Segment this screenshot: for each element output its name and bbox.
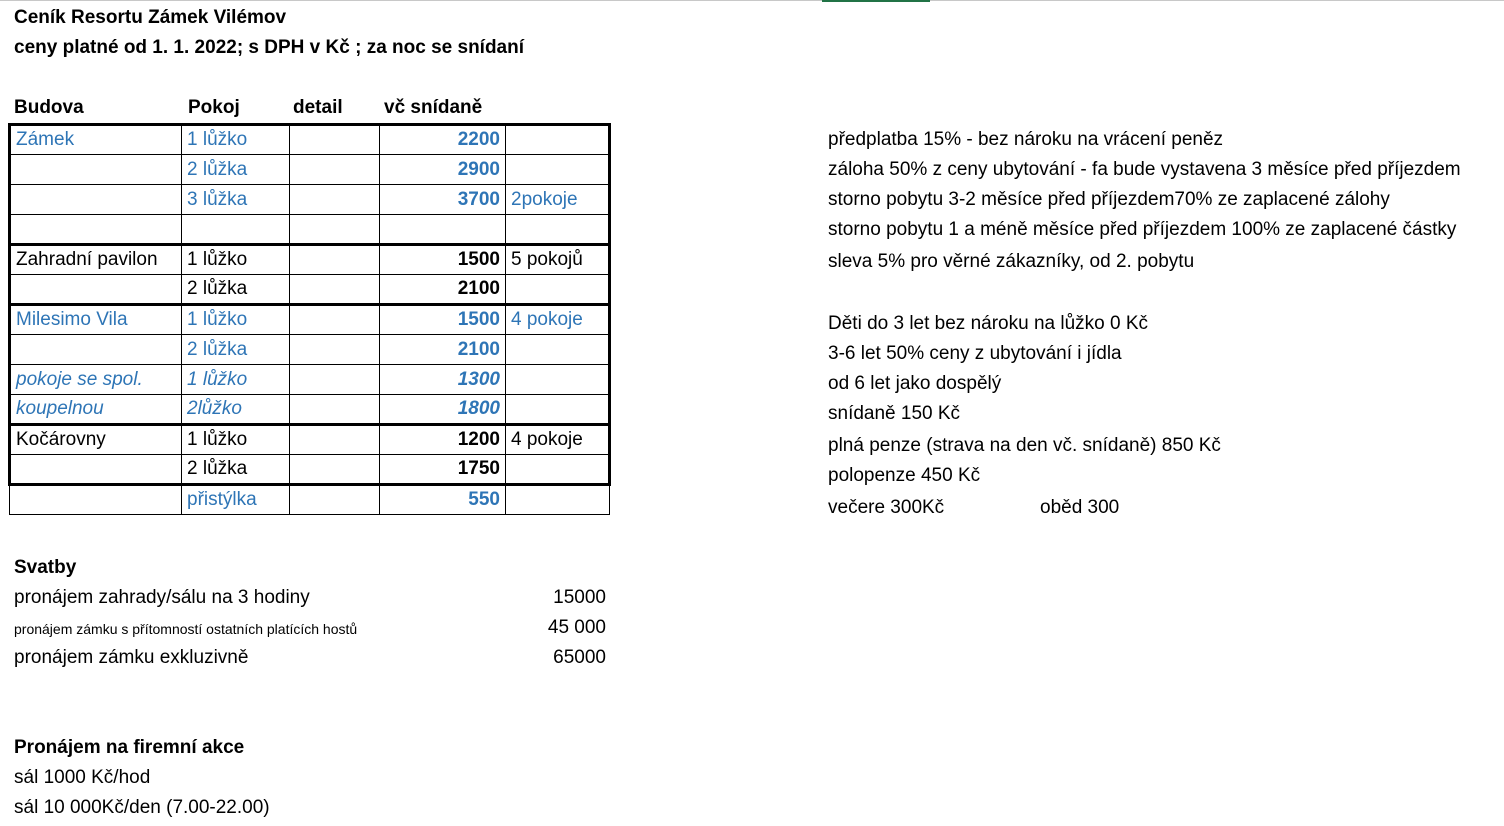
- corporate-item: sál 1000 Kč/hod: [14, 767, 151, 788]
- extra-line: 3-6 let 50% ceny z ubytování i jídla: [828, 343, 1122, 364]
- table-row: [10, 125, 610, 155]
- cell-detail[interactable]: [290, 125, 380, 155]
- wedding-item-label: pronájem zámku s přítomností ostatních platících hostů: [14, 621, 358, 637]
- extra-lunch: oběd 300: [1040, 497, 1120, 518]
- cell-cena[interactable]: 2100: [380, 275, 506, 305]
- table-row: [10, 185, 610, 215]
- col-header-detail: detail: [293, 97, 343, 118]
- sheet-top-border: [0, 0, 1504, 1]
- cell-note[interactable]: 4 pokoje: [506, 305, 610, 335]
- cell-note[interactable]: 2pokoje: [506, 185, 610, 215]
- col-header-budova: Budova: [14, 97, 84, 118]
- cell-pokoj[interactable]: 2lůžko: [182, 395, 290, 425]
- cell-note[interactable]: [506, 215, 610, 245]
- corporate-title: Pronájem na firemní akce: [14, 737, 245, 758]
- cell-note[interactable]: [506, 365, 610, 395]
- cell-cena[interactable]: 550: [380, 485, 506, 515]
- cell-note[interactable]: 5 pokojů: [506, 245, 610, 275]
- table-row: [10, 245, 610, 275]
- cell-cena[interactable]: [380, 215, 506, 245]
- cell-detail[interactable]: [290, 305, 380, 335]
- table-row: [10, 365, 610, 395]
- cell-pokoj[interactable]: 1 lůžko: [182, 245, 290, 275]
- cell-cena[interactable]: 3700: [380, 185, 506, 215]
- cell-cena[interactable]: 1800: [380, 395, 506, 425]
- condition-line: storno pobytu 1 a méně měsíce před příjezdem 100% ze zaplacené částky: [828, 219, 1457, 240]
- condition-line: storno pobytu 3-2 měsíce před příjezdem70% ze zaplacené zálohy: [828, 189, 1390, 210]
- cell-detail[interactable]: [290, 395, 380, 425]
- cell-detail[interactable]: [290, 455, 380, 485]
- cell-detail[interactable]: [290, 335, 380, 365]
- cell-budova[interactable]: [10, 215, 182, 245]
- page-subtitle: ceny platné od 1. 1. 2022; s DPH v Kč ; za noc se snídaní: [14, 37, 525, 58]
- cell-cena[interactable]: 2900: [380, 155, 506, 185]
- extra-line: polopenze 450 Kč: [828, 465, 981, 486]
- cell-note[interactable]: [506, 335, 610, 365]
- cell-cena[interactable]: 1750: [380, 455, 506, 485]
- condition-line: sleva 5% pro věrné zákazníky, od 2. pobytu: [828, 251, 1195, 272]
- cell-budova[interactable]: [10, 485, 182, 515]
- cell-detail[interactable]: [290, 155, 380, 185]
- cell-cena[interactable]: 1300: [380, 365, 506, 395]
- cell-budova[interactable]: [10, 275, 182, 305]
- cell-pokoj[interactable]: 2 lůžka: [182, 155, 290, 185]
- extra-line: plná penze (strava na den vč. snídaně) 850 Kč: [828, 435, 1221, 456]
- cell-note[interactable]: [506, 485, 610, 515]
- cell-pokoj[interactable]: 2 lůžka: [182, 335, 290, 365]
- extra-line: od 6 let jako dospělý: [828, 373, 1002, 394]
- cell-note[interactable]: [506, 155, 610, 185]
- page-title: Ceník Resortu Zámek Vilémov: [14, 7, 287, 28]
- table-row: [10, 395, 610, 425]
- cell-cena[interactable]: 2100: [380, 335, 506, 365]
- extra-line: večere 300Kč: [828, 497, 945, 518]
- price-table: [8, 123, 611, 515]
- cell-budova[interactable]: Milesimo Vila: [10, 305, 182, 335]
- cell-note[interactable]: 4 pokoje: [506, 425, 610, 455]
- condition-line: předplatba 15% - bez nároku na vrácení peněz: [828, 129, 1224, 150]
- cell-pokoj[interactable]: [182, 215, 290, 245]
- wedding-item-value: 15000: [553, 587, 606, 608]
- cell-detail[interactable]: [290, 275, 380, 305]
- cell-budova[interactable]: [10, 155, 182, 185]
- cell-note[interactable]: [506, 455, 610, 485]
- cell-pokoj[interactable]: 2 lůžka: [182, 455, 290, 485]
- wedding-item-value: 45 000: [547, 617, 606, 638]
- table-row: [10, 335, 610, 365]
- cell-budova[interactable]: [10, 185, 182, 215]
- col-header-cena: vč snídaně: [384, 97, 483, 118]
- wedding-item-label: pronájem zámku exkluzivně: [14, 647, 249, 668]
- wedding-item-label: pronájem zahrady/sálu na 3 hodiny: [14, 587, 310, 608]
- cell-pokoj[interactable]: 1 lůžko: [182, 365, 290, 395]
- cell-note[interactable]: [506, 275, 610, 305]
- cell-detail[interactable]: [290, 365, 380, 395]
- table-row: [10, 275, 610, 305]
- corporate-item: sál 10 000Kč/den (7.00-22.00): [14, 797, 270, 818]
- cell-budova[interactable]: koupelnou: [10, 395, 182, 425]
- table-row: [10, 215, 610, 245]
- cell-budova[interactable]: pokoje se spol.: [10, 365, 182, 395]
- cell-detail[interactable]: [290, 245, 380, 275]
- table-row: [10, 425, 610, 455]
- cell-budova[interactable]: Zahradní pavilon: [10, 245, 182, 275]
- extra-line: Děti do 3 let bez nároku na lůžko 0 Kč: [828, 313, 1149, 334]
- cell-note[interactable]: [506, 395, 610, 425]
- condition-line: záloha 50% z ceny ubytování - fa bude vystavena 3 měsíce před příjezdem: [828, 159, 1461, 180]
- cell-detail[interactable]: [290, 185, 380, 215]
- table-row: [10, 305, 610, 335]
- cell-cena[interactable]: 1200: [380, 425, 506, 455]
- cell-pokoj[interactable]: 1 lůžko: [182, 305, 290, 335]
- cell-pokoj[interactable]: přistýlka: [182, 485, 290, 515]
- table-row: [10, 155, 610, 185]
- col-header-pokoj: Pokoj: [188, 97, 240, 118]
- cell-budova[interactable]: [10, 455, 182, 485]
- cell-cena[interactable]: 1500: [380, 305, 506, 335]
- cell-pokoj[interactable]: 1 lůžko: [182, 425, 290, 455]
- cell-cena[interactable]: 2200: [380, 125, 506, 155]
- cell-budova[interactable]: Zámek: [10, 125, 182, 155]
- weddings-title: Svatby: [14, 557, 77, 578]
- cell-cena[interactable]: 1500: [380, 245, 506, 275]
- cell-pokoj[interactable]: 2 lůžka: [182, 275, 290, 305]
- cell-detail[interactable]: [290, 485, 380, 515]
- extra-line: snídaně 150 Kč: [828, 403, 961, 424]
- cell-note[interactable]: [506, 125, 610, 155]
- cell-pokoj[interactable]: 3 lůžka: [182, 185, 290, 215]
- cell-budova[interactable]: Kočárovny: [10, 425, 182, 455]
- cell-detail[interactable]: [290, 425, 380, 455]
- cell-detail[interactable]: [290, 215, 380, 245]
- table-row: [10, 455, 610, 485]
- table-row: [10, 485, 610, 515]
- cell-budova[interactable]: [10, 335, 182, 365]
- active-column-marker: [822, 0, 930, 2]
- cell-pokoj[interactable]: 1 lůžko: [182, 125, 290, 155]
- wedding-item-value: 65000: [553, 647, 606, 668]
